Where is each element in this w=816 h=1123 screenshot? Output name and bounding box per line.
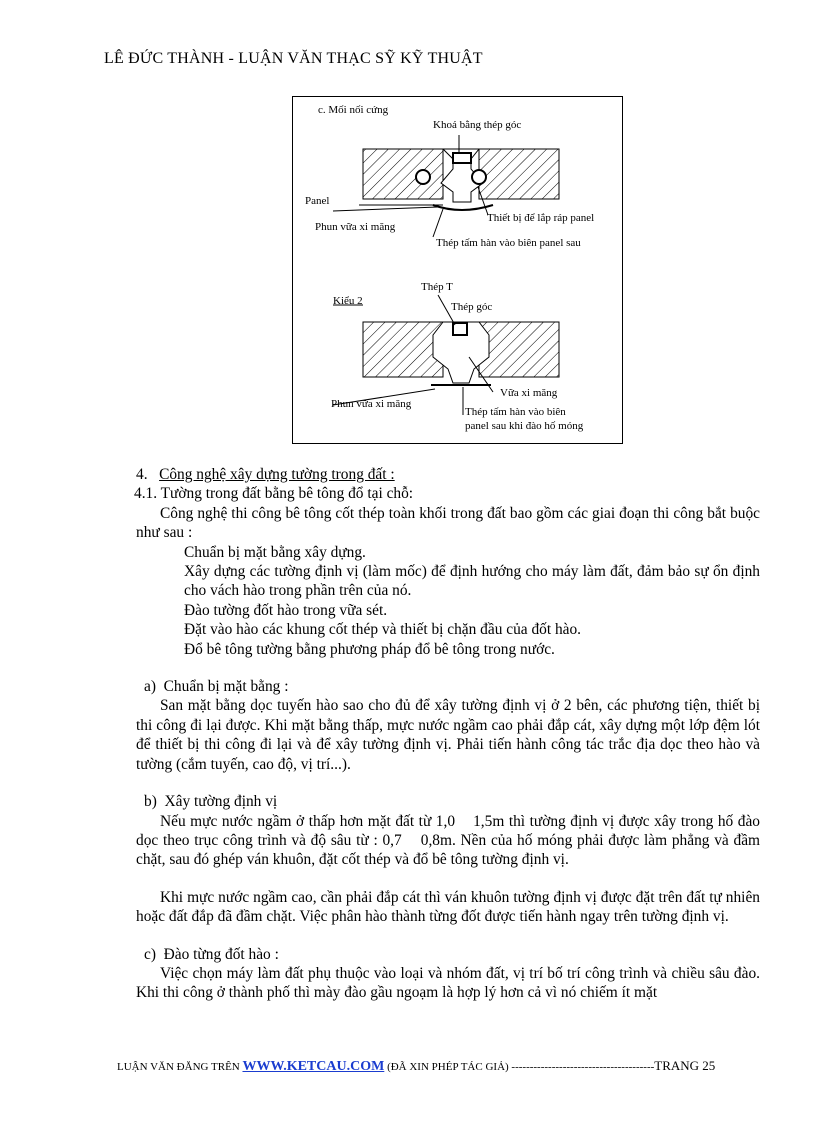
label-angle-steel: Thép góc (451, 301, 493, 313)
label-t-steel: Thép T (421, 281, 453, 293)
section-b-text-1: Nếu mực nước ngầm ở thấp hơn mặt đất từ 1,0 1,5m thì tường định vị được xây trong hố đào dọc theo trục công trình và độ sâu từ : 0,7 0,8m. Nền của hố móng phải được làm phẳng và đầm chặt, sau đó ghép ván khuôn, đặt cốt thép và đổ bê tông tường định vị. (136, 812, 764, 869)
footer-page-number: TRANG 25 (654, 1058, 716, 1073)
section-b-text-2: Khi mực nước ngầm cao, cần phải đắp cát thì ván khuôn tường định vị được đặt trên đất tự nhiên hoặc đất đắp đã đầm chặt. Việc phân hào thành từng đốt được tiến hành ngay trên tường định vị. (136, 888, 760, 926)
section-c-heading: c) Đào từng đốt hào : (144, 945, 279, 963)
label-panel: Panel (305, 195, 330, 207)
section-a-heading: a) Chuẩn bị mặt bằng : (144, 678, 289, 696)
footer-prefix: LUẬN VĂN ĐĂNG TRÊN (117, 1061, 240, 1073)
footer-suffix: (ĐÃ XIN PHÉP TÁC GIẢ) --------------------------------------- (387, 1061, 655, 1073)
section-a-title: Chuẩn bị mặt bằng : (163, 678, 289, 696)
step-5: Đổ bê tông tường bằng phương pháp đổ bê tông trong nước. (184, 640, 555, 658)
panel-left-2 (363, 322, 443, 377)
label-device: Thiết bị để lắp ráp panel (487, 212, 595, 224)
section-a-text: San mặt bằng dọc tuyến hào sao cho đủ để xây tường định vị ở 2 bên, các phương tiện, thiết bị thi công đi lại được. Khi mặt bằng thấp, mực nước ngầm cao phải đắp cát, xây dựng một lớp đệm lót để thiết bị thi công đi lại và để xây tường định vị. Phải tiến hành công tác trắc địa dọc theo hào và tường (cắm tuyến, cao độ, vị trí...). (136, 697, 760, 773)
label-mortar: Vữa xi măng (500, 387, 558, 399)
angle-lock (453, 153, 471, 163)
steel-plate (433, 205, 493, 210)
label-plate-line1: Thép tấm hàn vào biên (465, 406, 566, 418)
type2-title: Kiểu 2 (333, 295, 363, 307)
joint-drawing (293, 97, 624, 445)
panel-left (363, 149, 443, 199)
part-c-title: c. Mối nối cứng (318, 104, 389, 116)
joint-diagram (292, 96, 623, 444)
main-text (134, 465, 764, 1003)
section-b-heading: b) Xây tường định vị (144, 793, 278, 811)
label-steel-plate: Thép tấm hàn vào biên panel sau (436, 237, 581, 249)
panel-right (479, 149, 559, 199)
device-left (416, 170, 430, 184)
section-4-title: Công nghệ xây dựng tường trong đất : (159, 466, 395, 483)
section-4-intro: Công nghệ thi công bê tông cốt thép toàn khối trong đất bao gồm các giai đoạn thi công bắt buộc như sau : (136, 504, 760, 542)
page-header: LÊ ĐỨC THÀNH - LUẬN VĂN THẠC SỸ KỸ THUẬT (104, 50, 483, 67)
panel-right-2 (479, 322, 559, 377)
section-4-1: 4.1. Tường trong đất bằng bê tông đổ tại chỗ: (134, 485, 414, 503)
section-b-title: Xây tường định vị (164, 793, 278, 811)
step-1: Chuẩn bị mặt bằng xây dựng. (184, 543, 366, 561)
label-spray-2: Phun vữa xi măng (331, 398, 412, 410)
step-2: Xây dựng các tường định vị (làm mốc) để định hướng cho máy làm đất, đảm bảo sự ổn định cho vách hào trong phần trên của nó. (184, 563, 760, 600)
footer-link[interactable]: WWW.KETCAU.COM (242, 1059, 385, 1074)
device-right (472, 170, 486, 184)
label-spray: Phun vữa xi măng (315, 221, 396, 233)
label-plate-line2: panel sau khi đào hố móng (465, 420, 584, 432)
step-4: Đặt vào hào các khung cốt thép và thiết bị chặn đầu của đốt hào. (184, 621, 582, 639)
label-angle-lock: Khoá bằng thép góc (433, 119, 522, 131)
section-c-title: Đào từng đốt hào : (163, 945, 279, 963)
section-4-heading: 4. Công nghệ xây dựng tường trong đất : (136, 466, 395, 483)
step-3: Đào tường đốt hào trong vữa sét. (184, 601, 388, 619)
section-c-text: Việc chọn máy làm đất phụ thuộc vào loại và nhóm đất, vị trí bố trí công trình và chiều sâu đào. Khi thi công ở thành phố thì mày đào gầu ngoạm là hợp lý hơn cả vì nó chiếm ít mặt (136, 964, 760, 1002)
page-footer (117, 1058, 715, 1075)
